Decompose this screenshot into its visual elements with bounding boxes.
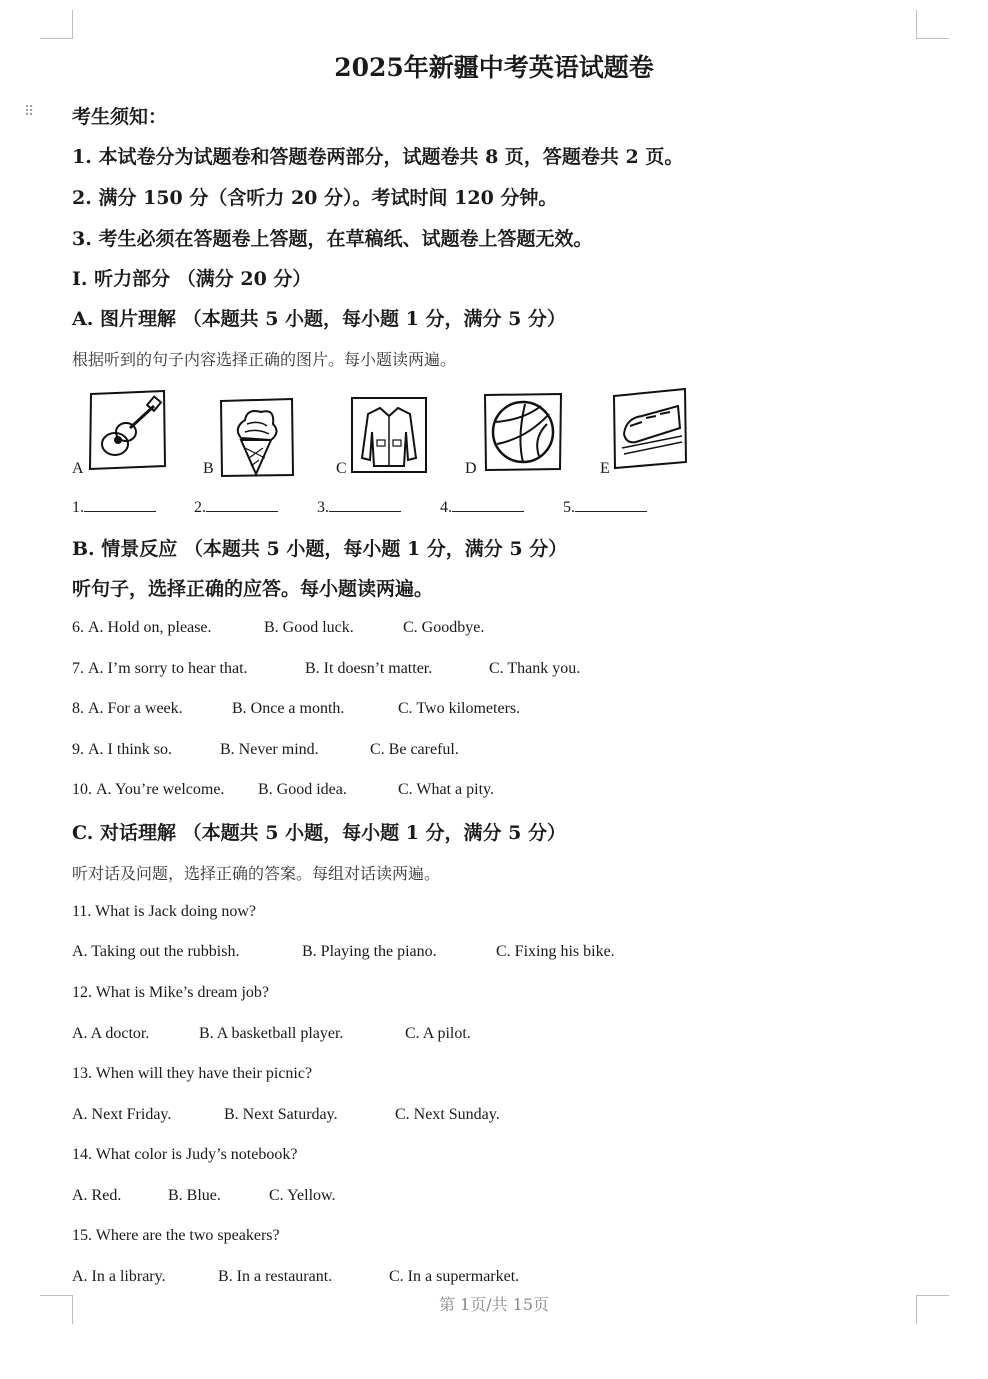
option-a[interactable]: A. Red. [72, 1187, 122, 1204]
guitar-icon [88, 390, 168, 472]
option-b[interactable]: B. In a restaurant. [218, 1268, 333, 1285]
option-a[interactable]: A. I think so. [88, 741, 172, 758]
blank-number: 2. [194, 499, 206, 516]
answer-blank[interactable] [317, 497, 401, 517]
blank-number: 1. [72, 499, 84, 516]
section-a-heading: A. 图片理解 （本题共 5 小题，每小题 1 分，满分 5 分） [72, 308, 566, 330]
question-text: 13. When will they have their picnic? [72, 1065, 313, 1082]
corner-mark [40, 10, 73, 39]
blank-line[interactable] [206, 497, 278, 512]
picture-label: D [465, 460, 477, 477]
options-row [72, 1268, 519, 1286]
option-c[interactable]: C. In a supermarket. [389, 1268, 520, 1285]
answer-blank[interactable] [194, 497, 278, 517]
question-row [72, 781, 494, 799]
blank-number: 4. [440, 499, 452, 516]
question-text: 12. What is Mike’s dream job? [72, 984, 269, 1001]
option-a[interactable]: A. Hold on, please. [88, 619, 212, 636]
section-c-heading: C. 对话理解 （本题共 5 小题，每小题 1 分，满分 5 分） [72, 822, 566, 844]
answer-blank[interactable] [440, 497, 524, 517]
notice-item: 2. 满分 150 分（含听力 20 分）。考试时间 120 分钟。 [72, 187, 558, 209]
options-row [72, 1025, 471, 1043]
options-row [72, 1106, 500, 1124]
answer-blank[interactable] [72, 497, 156, 517]
notice-item: 1. 本试卷分为试题卷和答题卷两部分，试题卷共 8 页，答题卷共 2 页。 [72, 146, 684, 168]
section-b-heading: B. 情景反应 （本题共 5 小题，每小题 1 分，满分 5 分） [72, 538, 568, 560]
option-c[interactable]: C. Goodbye. [403, 619, 485, 636]
option-a[interactable]: A. A doctor. [72, 1025, 150, 1042]
section-c-instruction: 听对话及问题，选择正确的答案。每组对话读两遍。 [72, 864, 441, 883]
option-c[interactable]: C. Thank you. [489, 660, 581, 677]
question-number: 10. [72, 781, 92, 798]
question-text: 11. What is Jack doing now? [72, 903, 256, 920]
option-b[interactable]: B. Playing the piano. [302, 943, 437, 960]
question-row [72, 741, 459, 759]
question-row [72, 619, 484, 637]
option-a[interactable]: A. You’re welcome. [96, 781, 225, 798]
picture-label: C [336, 460, 347, 477]
section-a-instruction: 根据听到的句子内容选择正确的图片。每小题读两遍。 [72, 350, 457, 369]
blank-line[interactable] [452, 497, 524, 512]
blank-line[interactable] [329, 497, 401, 512]
option-c[interactable]: C. Fixing his bike. [496, 943, 615, 960]
question-text: 15. Where are the two speakers? [72, 1227, 280, 1244]
volleyball-icon [483, 392, 563, 472]
blank-number: 5. [563, 499, 575, 516]
option-a[interactable]: A. I’m sorry to hear that. [88, 660, 248, 677]
option-b[interactable]: B. Once a month. [232, 700, 345, 717]
option-b[interactable]: B. Never mind. [220, 741, 319, 758]
jacket-icon [350, 396, 428, 474]
picture-label: B [203, 460, 214, 477]
question-number: 7. [72, 660, 84, 677]
option-b[interactable]: B. Good idea. [258, 781, 347, 798]
option-b[interactable]: B. It doesn’t matter. [305, 660, 433, 677]
picture-label: E [600, 460, 610, 477]
option-c[interactable]: C. Be careful. [370, 741, 459, 758]
option-c[interactable]: C. Next Sunday. [395, 1106, 500, 1123]
ice-cream-icon [219, 398, 295, 478]
page-title: 2025年新疆中考英语试题卷 [334, 53, 654, 82]
option-c[interactable]: C. What a pity. [398, 781, 494, 798]
notice-item: 3. 考生必须在答题卷上答题，在草稿纸、试题卷上答题无效。 [72, 228, 593, 250]
option-b[interactable]: B. Blue. [168, 1187, 221, 1204]
question-number: 9. [72, 741, 84, 758]
drag-handle-icon[interactable]: ⠿ [24, 104, 34, 120]
notice-heading: 考生须知： [72, 106, 168, 128]
option-b[interactable]: B. A basketball player. [199, 1025, 344, 1042]
option-c[interactable]: C. Two kilometers. [398, 700, 521, 717]
option-b[interactable]: B. Next Saturday. [224, 1106, 338, 1123]
option-a[interactable]: A. In a library. [72, 1268, 166, 1285]
blank-line[interactable] [575, 497, 647, 512]
options-row [72, 943, 615, 961]
option-a[interactable]: A. Next Friday. [72, 1106, 172, 1123]
question-number: 6. [72, 619, 84, 636]
option-c[interactable]: C. Yellow. [269, 1187, 336, 1204]
blank-number: 3. [317, 499, 329, 516]
blank-line[interactable] [84, 497, 156, 512]
answer-blank[interactable] [563, 497, 647, 517]
question-number: 8. [72, 700, 84, 717]
option-a[interactable]: A. Taking out the rubbish. [72, 943, 240, 960]
section-b-instruction: 听句子，选择正确的应答。每小题读两遍。 [72, 578, 434, 600]
option-c[interactable]: C. A pilot. [405, 1025, 471, 1042]
option-b[interactable]: B. Good luck. [264, 619, 354, 636]
page-number: 第 1页/共 15页 [438, 1295, 550, 1314]
options-row [72, 1187, 336, 1205]
train-icon [612, 388, 688, 470]
corner-mark [916, 10, 949, 39]
question-text: 14. What color is Judy’s notebook? [72, 1146, 298, 1163]
picture-label: A [72, 460, 84, 477]
option-a[interactable]: A. For a week. [88, 700, 183, 717]
question-row [72, 660, 580, 678]
question-row [72, 700, 520, 718]
part-heading: I. 听力部分 （满分 20 分） [72, 268, 312, 290]
